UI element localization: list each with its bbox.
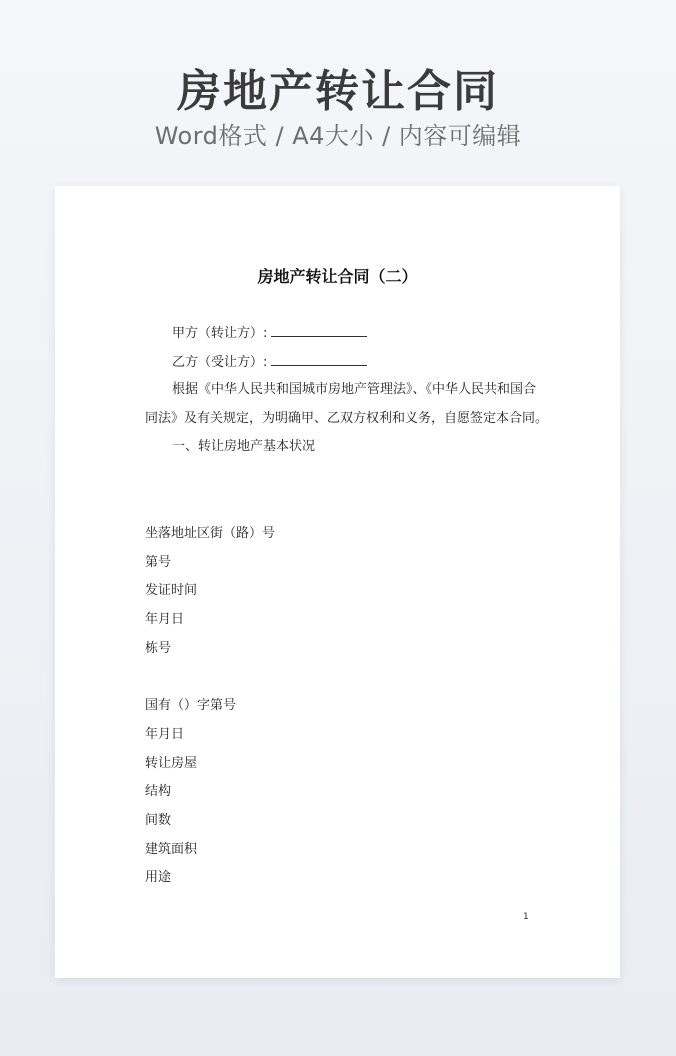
field-line: 转让房屋	[145, 756, 198, 771]
field-line: 建筑面积	[145, 842, 198, 857]
page-number: 1	[523, 912, 529, 922]
field-line: 坐落地址区街（路）号	[145, 526, 276, 541]
field-line: 发证时间	[145, 583, 198, 598]
party-a-blank	[271, 324, 367, 337]
party-b-label: 乙方（受让方）:	[172, 355, 268, 370]
field-line: 第号	[145, 555, 172, 570]
field-line: 国有（）字第号	[145, 698, 237, 713]
field-line: 间数	[145, 813, 172, 828]
intro-line-1: 根据《中华人民共和国城市房地产管理法》、《中华人民共和国合	[172, 382, 537, 397]
party-a-line	[172, 324, 367, 342]
party-b-line	[172, 353, 367, 371]
field-line: 栋号	[145, 641, 172, 656]
section-1-heading: 一、转让房地产基本状况	[172, 439, 316, 454]
field-line: 年月日	[145, 612, 185, 627]
banner-title: 房地产转让合同	[177, 66, 499, 117]
intro-line-2: 同法》及有关规定，为明确甲、乙双方权利和义务，自愿签定本合同。	[145, 411, 549, 426]
field-line: 年月日	[145, 727, 185, 742]
document-title: 房地产转让合同（二）	[257, 267, 418, 286]
party-a-label: 甲方（转让方）:	[172, 326, 268, 341]
field-line: 用途	[145, 870, 172, 885]
party-b-blank	[271, 353, 367, 366]
document-page	[55, 186, 620, 978]
field-line: 结构	[145, 784, 172, 799]
banner-subtitle: Word格式 / A4大小 / 内容可编辑	[154, 122, 522, 150]
